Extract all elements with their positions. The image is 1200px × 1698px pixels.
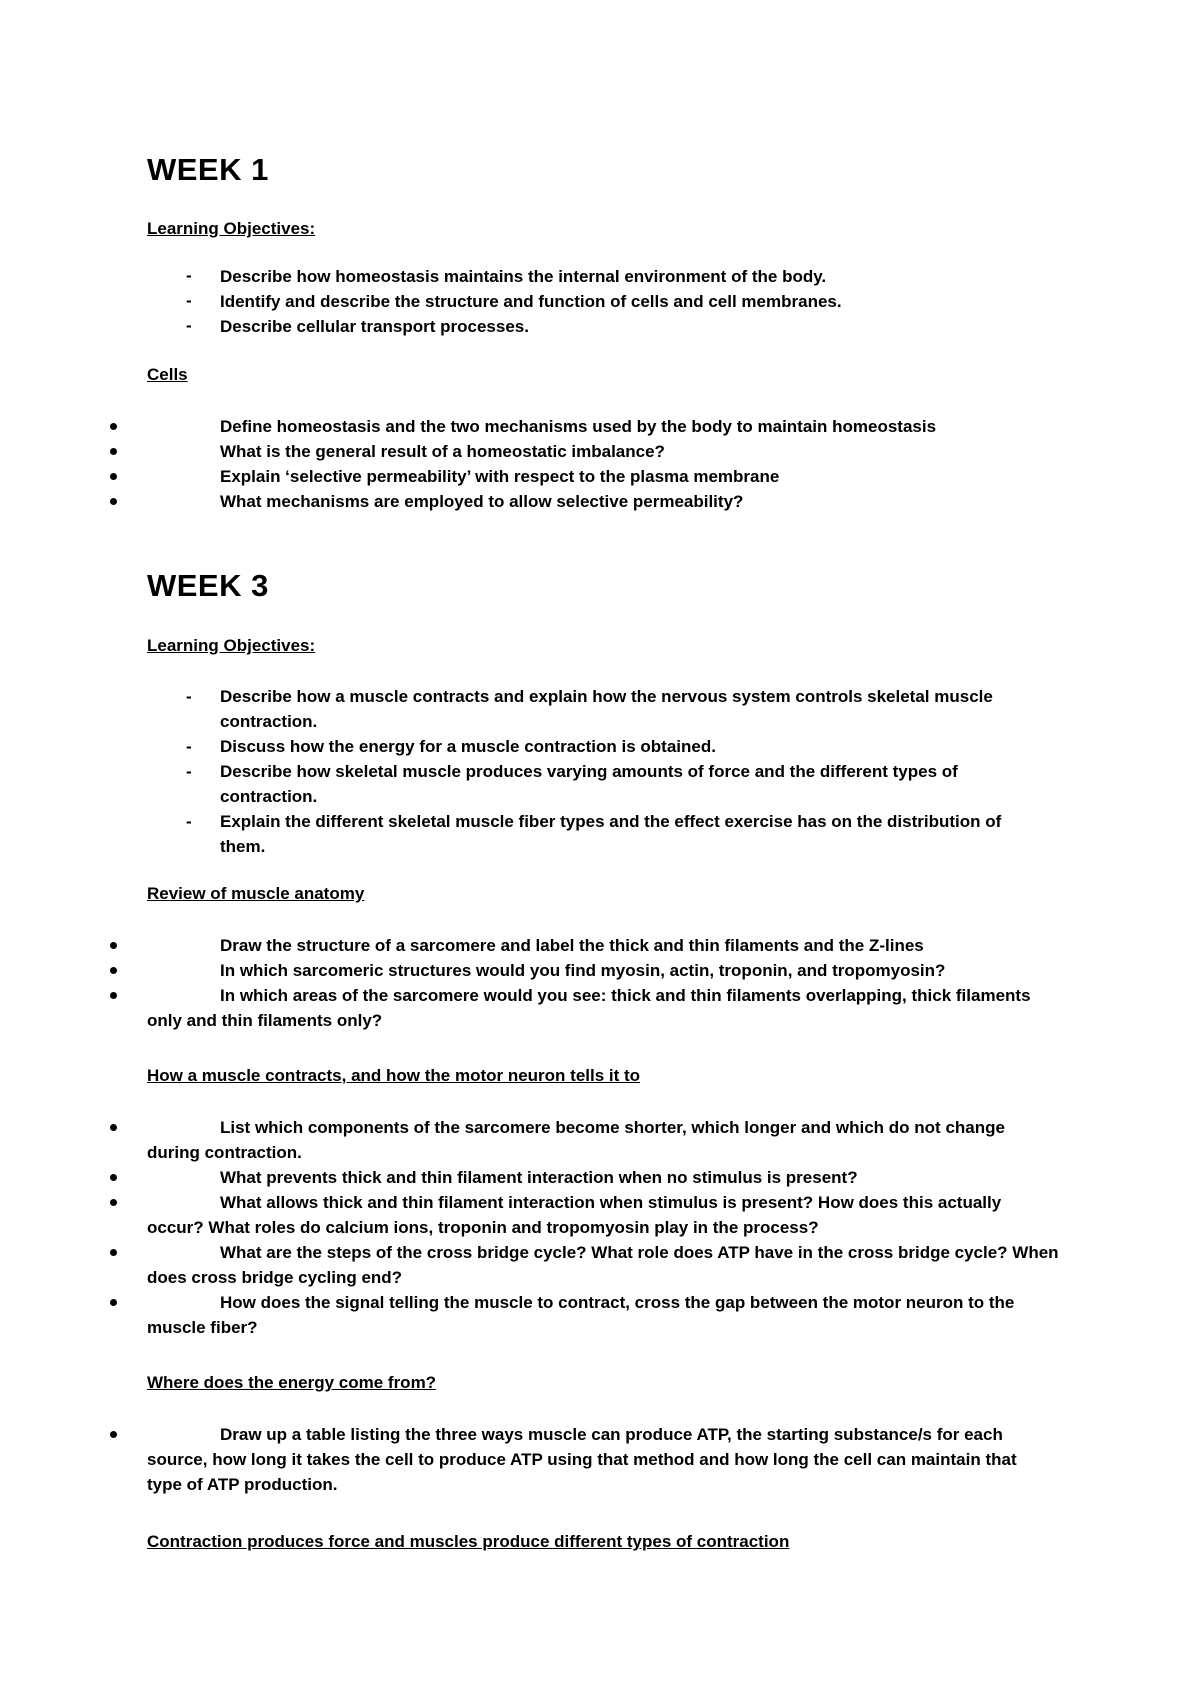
energy-question-1-line3: type of ATP production. <box>147 1475 338 1494</box>
bullet-icon <box>110 1249 117 1256</box>
bullet-icon <box>110 473 117 480</box>
contraction-question-2: What prevents thick and thin filament interaction when no stimulus is present? <box>220 1168 858 1187</box>
week3-objective-1-line1: Describe how a muscle contracts and explain how the nervous system controls skeletal muscle <box>220 687 993 706</box>
bullet-icon <box>110 448 117 455</box>
dash-marker: - <box>186 291 192 310</box>
anatomy-question-1: Draw the structure of a sarcomere and label the thick and thin filaments and the Z-lines <box>220 936 924 955</box>
contraction-question-5-line1: How does the signal telling the muscle to contract, cross the gap between the motor neuron to the <box>220 1293 1015 1312</box>
bullet-icon <box>110 1174 117 1181</box>
cells-question-1: Define homeostasis and the two mechanisms used by the body to maintain homeostasis <box>220 417 937 436</box>
week1-title: WEEK 1 <box>147 152 269 187</box>
bullet-icon <box>110 1299 117 1306</box>
section-heading-energy: Where does the energy come from? <box>147 1373 437 1392</box>
section-heading-muscle-anatomy: Review of muscle anatomy <box>147 884 365 903</box>
week3-title: WEEK 3 <box>147 568 269 603</box>
dash-marker: - <box>186 737 192 756</box>
bullet-icon <box>110 967 117 974</box>
section-heading-force-and-contraction-types: Contraction produces force and muscles produce different types of contraction <box>147 1532 790 1551</box>
bullet-icon <box>110 1124 117 1131</box>
contraction-question-3-line1: What allows thick and thin filament interaction when stimulus is present? How does this actually <box>220 1193 1002 1212</box>
contraction-question-3-line2: occur? What roles do calcium ions, troponin and tropomyosin play in the process? <box>147 1218 819 1237</box>
anatomy-question-2: In which sarcomeric structures would you find myosin, actin, troponin, and tropomyosin? <box>220 961 946 980</box>
cells-heading: Cells <box>147 365 188 384</box>
cells-question-4: What mechanisms are employed to allow selective permeability? <box>220 492 744 511</box>
week3-objective-3-line1: Describe how skeletal muscle produces varying amounts of force and the different types of <box>220 762 958 781</box>
bullet-icon <box>110 942 117 949</box>
anatomy-question-3-line1: In which areas of the sarcomere would you see: thick and thin filaments overlapping, thick filaments <box>220 986 1031 1005</box>
week1-objective-3: Describe cellular transport processes. <box>220 317 529 336</box>
contraction-question-5-line2: muscle fiber? <box>147 1318 258 1337</box>
week3-objective-4-line2: them. <box>220 837 266 856</box>
contraction-question-4-line1: What are the steps of the cross bridge cycle? What role does ATP have in the cross bridge cycle? When <box>220 1243 1059 1262</box>
dash-marker: - <box>186 316 192 335</box>
bullet-icon <box>110 1431 117 1438</box>
bullet-icon <box>110 1199 117 1206</box>
dash-marker: - <box>186 266 192 285</box>
week3-objective-1-line2: contraction. <box>220 712 318 731</box>
week1-objectives-heading: Learning Objectives: <box>147 219 316 238</box>
anatomy-question-3-line2: only and thin filaments only? <box>147 1011 383 1030</box>
dash-marker: - <box>186 762 192 781</box>
contraction-question-1-line2: during contraction. <box>147 1143 302 1162</box>
week3-objectives-heading: Learning Objectives: <box>147 636 316 655</box>
week3-objective-3-line2: contraction. <box>220 787 318 806</box>
contraction-question-1-line1: List which components of the sarcomere become shorter, which longer and which do not change <box>220 1118 1005 1137</box>
cells-question-2: What is the general result of a homeostatic imbalance? <box>220 442 665 461</box>
week3-objective-2: Discuss how the energy for a muscle contraction is obtained. <box>220 737 716 756</box>
bullet-icon <box>110 498 117 505</box>
week1-objective-2: Identify and describe the structure and function of cells and cell membranes. <box>220 292 842 311</box>
contraction-question-4-line2: does cross bridge cycling end? <box>147 1268 403 1287</box>
week1-objective-1: Describe how homeostasis maintains the internal environment of the body. <box>220 267 827 286</box>
section-heading-how-muscle-contracts: How a muscle contracts, and how the motor neuron tells it to <box>147 1066 641 1085</box>
cells-question-3: Explain ‘selective permeability’ with respect to the plasma membrane <box>220 467 780 486</box>
bullet-icon <box>110 423 117 430</box>
bullet-icon <box>110 992 117 999</box>
energy-question-1-line1: Draw up a table listing the three ways muscle can produce ATP, the starting substance/s for each <box>220 1425 1003 1444</box>
dash-marker: - <box>186 812 192 831</box>
energy-question-1-line2: source, how long it takes the cell to produce ATP using that method and how long the cell can maintain that <box>147 1450 1017 1469</box>
dash-marker: - <box>186 687 192 706</box>
week3-objective-4-line1: Explain the different skeletal muscle fiber types and the effect exercise has on the distribution of <box>220 812 1002 831</box>
